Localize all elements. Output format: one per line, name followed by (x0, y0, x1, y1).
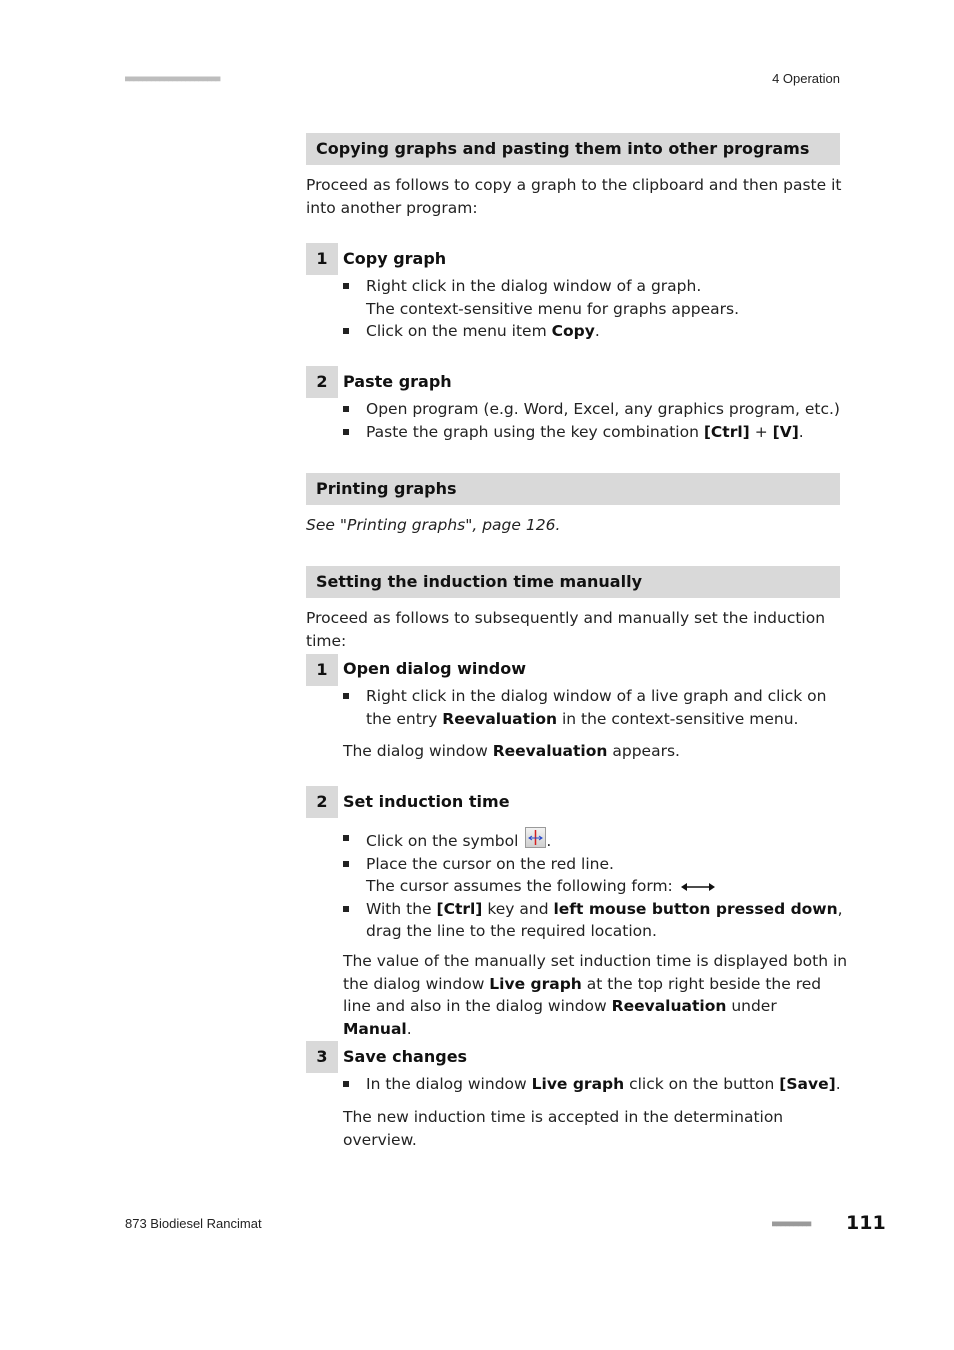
bullet (343, 283, 349, 289)
open-dialog-bullets (343, 685, 848, 730)
list-item: In the dialog window Live graph click on the button [Save]. (343, 1073, 848, 1096)
step-title-open-dialog: Open dialog window (343, 659, 526, 678)
horizontal-resize-cursor-icon (681, 881, 715, 893)
set-induction-bullets (343, 827, 848, 943)
list-item: Click on the menu item Copy. (343, 320, 848, 343)
copy-intro: Proceed as follows to copy a graph to the clipboard and then paste it into another program: (306, 176, 842, 217)
bullet (343, 835, 349, 841)
induction-note: The value of the manually set induction time is displayed both in the dialog window Live graph at the top right beside the red line and also in the dialog window Reevaluation under Manual. (343, 952, 848, 1038)
induction-intro: Proceed as follows to subsequently and manually set the induction time: (306, 609, 826, 650)
step-title-save-changes: Save changes (343, 1047, 468, 1066)
list-item: Click on the symbol . (343, 827, 848, 853)
step-title-paste-graph: Paste graph (343, 372, 452, 391)
key-ctrl: [Ctrl] (703, 422, 750, 441)
section-heading-copy-text: Copying graphs and pasting them into other programs (316, 139, 810, 158)
page-number: 111 (846, 1212, 886, 1234)
bullet (343, 693, 349, 699)
list-item: Right click in the dialog window of a live graph and click on the entry Reevaluation in the context-sensitive menu. (343, 685, 848, 730)
list-item: Right click in the dialog window of a graph. The context-sensitive menu for graphs appears. (343, 275, 848, 320)
bullet (343, 1081, 349, 1087)
key-v: [V] (772, 422, 799, 441)
list-item: Open program (e.g. Word, Excel, any graphics program, etc.) (343, 398, 848, 421)
menu-item-copy: Copy (551, 322, 595, 340)
bullet (343, 429, 349, 435)
section-heading-printing (306, 473, 840, 505)
save-changes-bullets (343, 1073, 848, 1096)
save-changes-result: The new induction time is accepted in the determination overview. (343, 1108, 784, 1149)
bullet (343, 861, 349, 867)
list-item: With the [Ctrl] key and left mouse button pressed down, drag the line to the required location. (343, 898, 848, 943)
list-item: Paste the graph using the key combination [Ctrl] + [V]. (343, 421, 848, 444)
footer-product-name: 873 Biodiesel Rancimat (125, 1216, 262, 1231)
entry-reevaluation: Reevaluation (442, 709, 558, 728)
paste-graph-bullets (343, 398, 848, 443)
chapter-title: 4 Operation (772, 71, 840, 86)
copy-graph-bullets (343, 275, 848, 343)
printing-cross-reference[interactable]: See "Printing graphs", page 126. (306, 516, 561, 534)
section-heading-induction-text: Setting the induction time manually (316, 572, 642, 591)
step-number: 2 (306, 786, 338, 818)
list-item: Place the cursor on the red line. The cursor assumes the following form: (343, 853, 848, 898)
step-title-copy-graph: Copy graph (343, 249, 447, 268)
section-heading-printing-text: Printing graphs (316, 479, 457, 498)
open-dialog-result: The dialog window Reevaluation appears. (343, 742, 680, 760)
step-number: 2 (306, 366, 338, 398)
induction-cursor-icon (525, 827, 546, 848)
bullet (343, 406, 349, 412)
save-button-reference: [Save] (779, 1075, 836, 1093)
section-heading-induction (306, 566, 840, 598)
header-decoration: ■■■■■■■■■■■■■■■■■■■■■■ (125, 74, 220, 83)
section-heading-copy (306, 133, 840, 165)
step-number: 1 (306, 243, 338, 275)
step-title-set-induction: Set induction time (343, 792, 510, 811)
footer-decoration: ■■■■■■■■■ (772, 1219, 811, 1228)
bullet (343, 328, 349, 334)
step-number: 1 (306, 654, 338, 686)
step-number: 3 (306, 1041, 338, 1073)
key-ctrl: [Ctrl] (436, 899, 483, 918)
bullet (343, 906, 349, 912)
